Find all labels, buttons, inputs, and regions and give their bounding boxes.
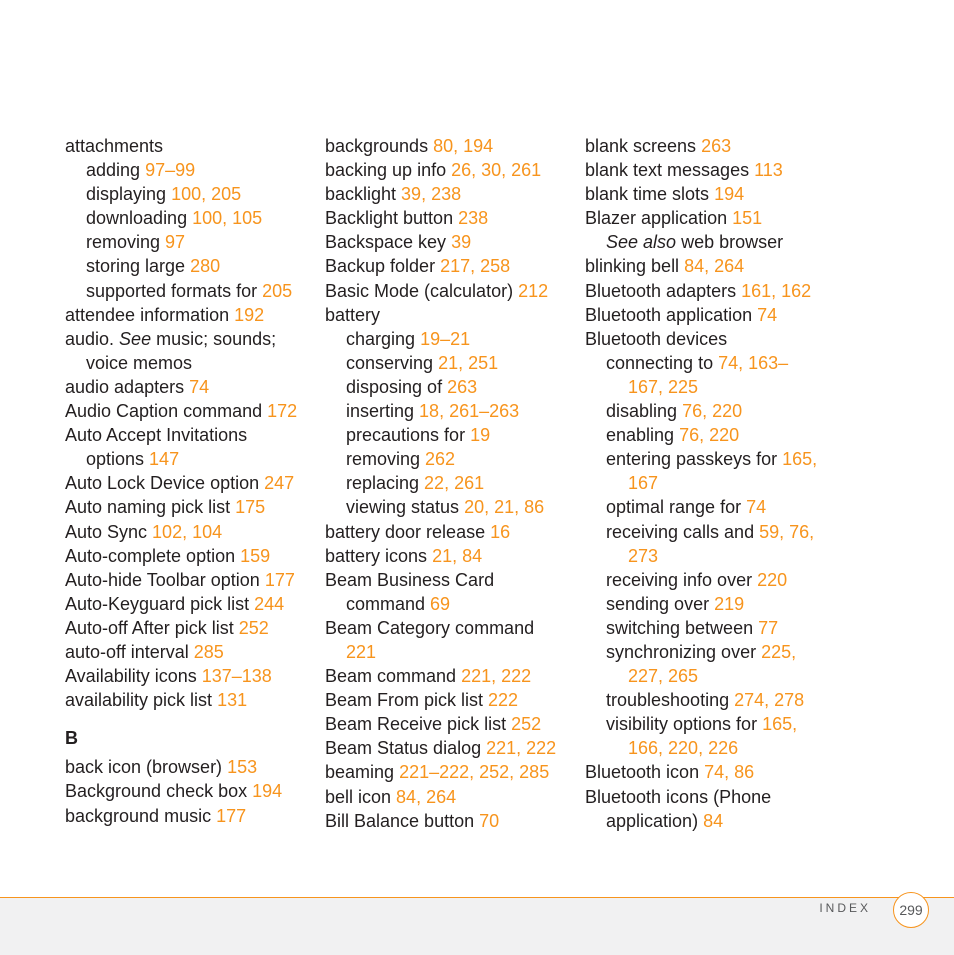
page-ref-link[interactable]: 76, 220 — [679, 425, 740, 446]
page-ref-link[interactable]: 172 — [267, 401, 298, 422]
page-ref-link[interactable]: 280 — [190, 256, 221, 277]
index-entry — [585, 182, 835, 206]
entry-term: removing — [346, 449, 426, 470]
index-entry — [585, 230, 835, 254]
page-ref-link[interactable]: 76, 220 — [682, 401, 743, 422]
index-entry — [585, 544, 835, 568]
footer-band — [0, 897, 954, 955]
entry-term: downloading — [86, 208, 193, 229]
page-ref-link[interactable]: 225, — [761, 641, 797, 662]
page-ref-link[interactable]: 263 — [447, 376, 478, 397]
page-ref-link[interactable]: 131 — [217, 690, 248, 711]
index-entry — [325, 520, 575, 544]
page-ref-link[interactable]: 221 — [346, 641, 377, 662]
entry-term: backlight — [325, 184, 402, 205]
entry-term: backgrounds — [325, 136, 434, 156]
page-ref-link[interactable]: 165, — [762, 714, 798, 735]
page-ref-link[interactable]: 175 — [235, 497, 266, 518]
page-ref-link[interactable]: 222 — [488, 690, 519, 711]
page-ref-link[interactable]: 220 — [757, 569, 788, 590]
entry-term: Auto naming pick list — [65, 497, 236, 518]
index-entry — [325, 568, 575, 592]
entry-term: Basic Mode (calculator) — [325, 280, 519, 301]
entry-term: disabling — [606, 401, 683, 422]
entry-term: Bluetooth adapters — [585, 280, 742, 301]
page-ref-link[interactable]: 244 — [254, 593, 285, 614]
index-entry — [325, 616, 575, 640]
page-ref-link[interactable]: 247 — [264, 473, 295, 494]
entry-term: sending over — [606, 593, 715, 614]
page-ref-link[interactable]: 19 — [470, 425, 491, 446]
entry-term: charging — [346, 328, 421, 349]
entry-term: battery door release — [325, 521, 491, 542]
index-column-1 — [65, 134, 315, 828]
index-entry — [325, 712, 575, 736]
index-entry — [325, 447, 575, 471]
entry-term: Bluetooth application — [585, 304, 758, 325]
page-ref-link[interactable]: 113 — [754, 160, 783, 181]
entry-term: Backup folder — [325, 256, 441, 277]
entry-term: attachments — [65, 136, 164, 156]
entry-term: Background check box — [65, 781, 253, 802]
page-ref-link[interactable]: 147 — [149, 449, 180, 470]
entry-term: removing — [86, 232, 166, 253]
page-ref-link[interactable]: 212 — [518, 280, 549, 301]
index-entry — [65, 447, 315, 471]
index-entry — [325, 230, 575, 254]
page-ref-link[interactable]: 22, 261 — [424, 473, 485, 494]
index-entry — [325, 399, 575, 423]
page-ref-link[interactable]: 194 — [714, 184, 745, 205]
entry-term: battery — [325, 304, 381, 325]
page-ref-link[interactable]: 177 — [264, 569, 295, 590]
entry-term: Auto Lock Device option — [65, 473, 265, 494]
entry-term: blank text messages — [585, 160, 755, 181]
page-ref-link[interactable]: 238 — [458, 208, 489, 229]
index-entry — [65, 303, 315, 327]
entry-term: Beam command — [325, 666, 462, 687]
page-ref-link[interactable]: 194 — [252, 781, 283, 802]
entry-term: Backlight button — [325, 208, 459, 229]
entry-term: backing up info — [325, 160, 452, 181]
page-ref-link[interactable]: 221, 222 — [461, 666, 532, 687]
index-column-2 — [325, 134, 575, 833]
entry-term: Bluetooth devices — [585, 328, 728, 349]
entry-term: Bill Balance button — [325, 810, 480, 831]
entry-term: inserting — [346, 401, 420, 422]
entry-term: Beam Status dialog — [325, 738, 487, 759]
index-entry — [65, 520, 315, 544]
entry-term: synchronizing over — [606, 641, 762, 662]
entry-term: switching between — [606, 617, 759, 638]
entry-term: Beam Category command — [325, 617, 535, 638]
index-entry — [325, 760, 575, 784]
index-entry — [585, 134, 835, 158]
index-entry — [585, 399, 835, 423]
page-ref-link[interactable]: 19–21 — [420, 328, 471, 349]
page-ref-link[interactable]: 39, 238 — [401, 184, 462, 205]
entry-term: battery icons — [325, 545, 433, 566]
page-ref-link[interactable]: 192 — [234, 304, 265, 325]
index-entry — [585, 640, 835, 664]
page-ref-link[interactable]: 167, 225 — [628, 376, 699, 397]
index-entry — [65, 688, 315, 712]
entry-term: entering passkeys for — [606, 449, 783, 470]
entry-term-tail: music; sounds; — [151, 328, 277, 349]
index-entry — [585, 809, 835, 833]
index-entry — [585, 688, 835, 712]
entry-term: troubleshooting — [606, 690, 735, 711]
entry-term: Availability icons — [65, 666, 202, 687]
index-entry — [65, 471, 315, 495]
entry-term: background music — [65, 805, 217, 826]
index-entry — [325, 592, 575, 616]
entry-term: visibility options for — [606, 714, 763, 735]
index-entry — [585, 279, 835, 303]
page-ref-link[interactable]: 70 — [479, 810, 500, 831]
index-entry — [585, 712, 835, 736]
entry-term: supported formats for — [86, 280, 263, 301]
page-ref-link[interactable]: 161, 162 — [741, 280, 812, 301]
page-ref-link[interactable]: 18, 261–263 — [419, 401, 520, 422]
entry-term: conserving — [346, 352, 439, 373]
index-entry — [585, 351, 835, 375]
index-entry — [585, 303, 835, 327]
page-ref-link[interactable]: 273 — [628, 545, 659, 566]
page-ref-link[interactable]: 84, 264 — [396, 786, 457, 807]
page-ref-link[interactable]: 59, 76, — [759, 521, 815, 542]
page-ref-link[interactable]: 74 — [746, 497, 767, 518]
page-ref-link[interactable]: 69 — [430, 593, 451, 614]
page-ref-link[interactable]: 97 — [165, 232, 186, 253]
page-ref-link[interactable]: 74 — [757, 304, 778, 325]
index-entry — [65, 640, 315, 664]
entry-cross-ref: See — [119, 328, 152, 349]
index-entry — [65, 182, 315, 206]
entry-term: Bluetooth icon — [585, 762, 705, 783]
page-ref-link[interactable]: 151 — [732, 208, 763, 229]
index-entry — [585, 447, 835, 471]
index-entry — [65, 230, 315, 254]
index-entry — [585, 495, 835, 519]
entry-term-tail: web browser — [676, 232, 784, 253]
index-entry — [65, 279, 315, 303]
index-entry — [65, 568, 315, 592]
entry-term: precautions for — [346, 425, 471, 446]
entry-term: voice memos — [86, 352, 193, 373]
index-entry — [325, 134, 575, 158]
footer-section-label: INDEX — [819, 901, 871, 915]
index-entry — [585, 206, 835, 230]
page-ref-link[interactable]: 221–222, 252, 285 — [399, 762, 550, 783]
page-number-badge: 299 — [893, 892, 929, 928]
entry-term: replacing — [346, 473, 425, 494]
entry-term: receiving calls and — [606, 521, 760, 542]
entry-term: Blazer application — [585, 208, 733, 229]
page-ref-link[interactable]: 84, 264 — [684, 256, 745, 277]
index-entry — [65, 779, 315, 803]
entry-term: Auto-off After pick list — [65, 617, 239, 638]
entry-term: disposing of — [346, 376, 448, 397]
entry-term: audio. — [65, 328, 120, 349]
page-ref-link[interactable]: 227, 265 — [628, 666, 699, 687]
entry-term: Auto Sync — [65, 521, 153, 542]
page-ref-link[interactable]: 167 — [628, 473, 659, 494]
index-entry — [585, 520, 835, 544]
index-entry — [325, 206, 575, 230]
entry-term: application) — [606, 810, 704, 831]
entry-term: blank screens — [585, 136, 702, 156]
page-ref-link[interactable]: 153 — [227, 757, 258, 778]
index-entry — [325, 375, 575, 399]
page-ref-link[interactable]: 217, 258 — [440, 256, 511, 277]
page-ref-link[interactable]: 263 — [701, 136, 732, 156]
page-ref-link[interactable]: 252 — [511, 714, 542, 735]
page-ref-link[interactable]: 252 — [238, 617, 269, 638]
index-entry — [65, 399, 315, 423]
index-entry — [325, 279, 575, 303]
entry-term: Auto-Keyguard pick list — [65, 593, 255, 614]
entry-term: Backspace key — [325, 232, 452, 253]
index-entry — [585, 158, 835, 182]
index-entry — [325, 688, 575, 712]
page-ref-link[interactable]: 80, 194 — [433, 136, 494, 156]
page-ref-link[interactable]: 100, 105 — [192, 208, 263, 229]
entry-term: Auto-hide Toolbar option — [65, 569, 265, 590]
page-ref-link[interactable]: 285 — [193, 641, 224, 662]
page-ref-link[interactable]: 166, 220, 226 — [628, 738, 739, 759]
page-ref-link[interactable]: 137–138 — [201, 666, 272, 687]
page-ref-link[interactable]: 177 — [216, 805, 247, 826]
entry-term: viewing status — [346, 497, 465, 518]
entry-term: Auto-complete option — [65, 545, 241, 566]
index-entry — [65, 592, 315, 616]
index-entry — [325, 423, 575, 447]
page-ref-link[interactable]: 102, 104 — [152, 521, 223, 542]
index-entry — [325, 640, 575, 664]
entry-term: audio adapters — [65, 376, 190, 397]
section-heading: B — [65, 728, 78, 749]
page-ref-link[interactable]: 21, 251 — [438, 352, 499, 373]
entry-cross-ref: See also — [606, 232, 677, 253]
page-ref-link[interactable]: 159 — [240, 545, 271, 566]
entry-term: bell icon — [325, 786, 397, 807]
page-ref-link[interactable]: 262 — [425, 449, 456, 470]
entry-term: Bluetooth icons (Phone — [585, 786, 772, 807]
index-entry — [325, 158, 575, 182]
page-ref-link[interactable]: 74, 163– — [718, 352, 789, 373]
entry-term: Beam Receive pick list — [325, 714, 512, 735]
page-ref-link[interactable]: 97–99 — [145, 160, 196, 181]
entry-term: blank time slots — [585, 184, 715, 205]
index-entry — [325, 736, 575, 760]
index-entry — [585, 423, 835, 447]
index-entry — [585, 616, 835, 640]
page-ref-link[interactable]: 219 — [714, 593, 745, 614]
entry-term: optimal range for — [606, 497, 747, 518]
page-ref-link[interactable]: 20, 21, 86 — [464, 497, 545, 518]
page-ref-link[interactable]: 100, 205 — [171, 184, 242, 205]
index-entry — [585, 785, 835, 809]
index-entry — [65, 206, 315, 230]
index-entry — [65, 544, 315, 568]
page-ref-link[interactable]: 274, 278 — [734, 690, 805, 711]
index-entry — [325, 351, 575, 375]
index-entry — [585, 592, 835, 616]
page-ref-link[interactable]: 26, 30, 261 — [451, 160, 542, 181]
index-entry — [585, 568, 835, 592]
index-column-3 — [585, 134, 835, 833]
index-entry — [585, 664, 835, 688]
page-ref-link[interactable]: 205 — [262, 280, 293, 301]
index-entry — [325, 544, 575, 568]
index-entry — [585, 327, 835, 351]
index-entry — [325, 182, 575, 206]
index-entry — [325, 471, 575, 495]
index-entry — [585, 736, 835, 760]
index-entry — [65, 327, 315, 351]
index-entry — [325, 495, 575, 519]
index-entry — [65, 804, 315, 828]
entry-term: Beam Business Card — [325, 569, 495, 590]
index-entry — [65, 616, 315, 640]
page-ref-link[interactable]: 84 — [703, 810, 724, 831]
index-entry — [325, 303, 575, 327]
entry-term: options — [86, 449, 150, 470]
page-ref-link[interactable]: 221, 222 — [486, 738, 557, 759]
page-ref-link[interactable]: 39 — [451, 232, 472, 253]
index-entry — [65, 423, 315, 447]
entry-term: blinking bell — [585, 256, 685, 277]
index-entry — [585, 254, 835, 278]
page-ref-link[interactable]: 16 — [490, 521, 511, 542]
index-entry — [585, 760, 835, 784]
index-entry — [325, 327, 575, 351]
index-entry — [325, 664, 575, 688]
entry-term: attendee information — [65, 304, 235, 325]
entry-term: storing large — [86, 256, 191, 277]
index-entry — [65, 158, 315, 182]
page-ref-link[interactable]: 74 — [189, 376, 210, 397]
index-entry — [65, 664, 315, 688]
index-entry — [65, 351, 315, 375]
index-entry — [65, 495, 315, 519]
index-entry — [325, 809, 575, 833]
entry-term: displaying — [86, 184, 172, 205]
entry-term: Beam From pick list — [325, 690, 489, 711]
entry-term: enabling — [606, 425, 680, 446]
entry-term: connecting to — [606, 352, 719, 373]
index-entry — [65, 375, 315, 399]
index-entry — [325, 254, 575, 278]
index-entry — [65, 134, 315, 158]
entry-term: Auto Accept Invitations — [65, 425, 248, 446]
page-ref-link[interactable]: 165, — [782, 449, 818, 470]
index-entry — [585, 375, 835, 399]
entry-term: auto-off interval — [65, 641, 194, 662]
index-entry — [65, 254, 315, 278]
page-ref-link[interactable]: 77 — [758, 617, 779, 638]
entry-term: adding — [86, 160, 146, 181]
index-entry — [65, 755, 315, 779]
index-entry — [585, 471, 835, 495]
entry-term: Audio Caption command — [65, 401, 268, 422]
entry-term: availability pick list — [65, 690, 218, 711]
page-ref-link[interactable]: 74, 86 — [704, 762, 755, 783]
entry-term: receiving info over — [606, 569, 758, 590]
page-ref-link[interactable]: 21, 84 — [432, 545, 483, 566]
entry-term: beaming — [325, 762, 400, 783]
index-entry — [325, 785, 575, 809]
entry-term: command — [346, 593, 431, 614]
entry-term: back icon (browser) — [65, 757, 228, 778]
